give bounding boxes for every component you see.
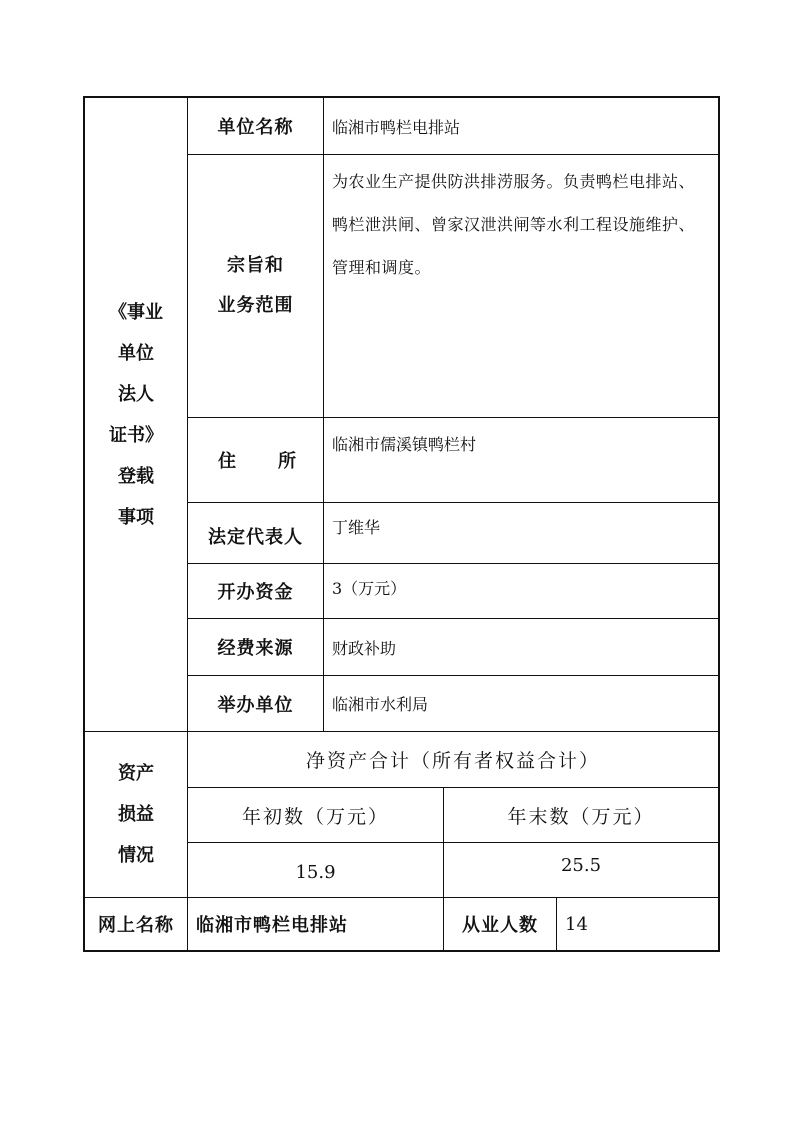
registration-label-line: 法人 — [118, 383, 154, 405]
registration-label-line: 证书》 — [109, 424, 163, 446]
purpose-label-line1: 宗旨和 — [227, 255, 284, 276]
assets-section-label — [85, 732, 187, 897]
purpose-value: 为农业生产提供防洪排涝服务。负责鸭栏电排站、鸭栏泄洪闸、曾家汉泄洪闸等水利工程设施维护、管理和调度。 — [332, 172, 696, 277]
funds-label: 开办资金 — [217, 582, 294, 603]
sponsor-label: 举办单位 — [217, 694, 294, 716]
address-label-right: 所 — [278, 451, 297, 472]
address-label — [188, 418, 323, 502]
purpose-label-line2: 业务范围 — [217, 295, 294, 316]
unit-name-label: 单位名称 — [217, 117, 294, 138]
year-end-value: 25.5 — [560, 854, 602, 876]
legal-rep-label: 法定代表人 — [208, 527, 303, 548]
registration-label-line: 事项 — [118, 506, 154, 528]
registration-label-line: 单位 — [118, 342, 154, 364]
table-border-bottom — [83, 950, 720, 952]
registration-label-line: 《事业 — [109, 301, 163, 323]
year-start-value: 15.9 — [295, 861, 336, 883]
online-name-value: 临湘市鸭栏电排站 — [196, 915, 348, 936]
assets-label-line: 情况 — [118, 845, 154, 866]
address-label-left: 住 — [218, 451, 237, 472]
address-value: 临湘市儒溪镇鸭栏村 — [332, 435, 477, 454]
staff-count-value: 14 — [565, 913, 588, 935]
assets-label-line: 损益 — [118, 804, 154, 825]
unit-name-value: 临湘市鸭栏电排站 — [332, 117, 461, 137]
funds-value: 3（万元） — [332, 579, 407, 598]
table-border-right — [718, 96, 720, 952]
registration-label-line: 登载 — [118, 465, 154, 487]
funding-source-value: 财政补助 — [332, 638, 397, 658]
year-end-label: 年末数（万元） — [507, 805, 655, 828]
assets-label-line: 资产 — [118, 763, 154, 784]
funding-source-label: 经费来源 — [217, 638, 294, 659]
purpose-label — [188, 155, 323, 417]
legal-rep-value: 丁维华 — [332, 518, 381, 537]
staff-count-label: 从业人数 — [462, 915, 538, 936]
net-assets-header: 净资产合计（所有者权益合计） — [305, 750, 600, 772]
sponsor-value: 临湘市水利局 — [332, 695, 429, 714]
registration-section-label — [85, 98, 187, 731]
year-start-label: 年初数（万元） — [241, 805, 389, 828]
online-name-label: 网上名称 — [98, 915, 174, 936]
